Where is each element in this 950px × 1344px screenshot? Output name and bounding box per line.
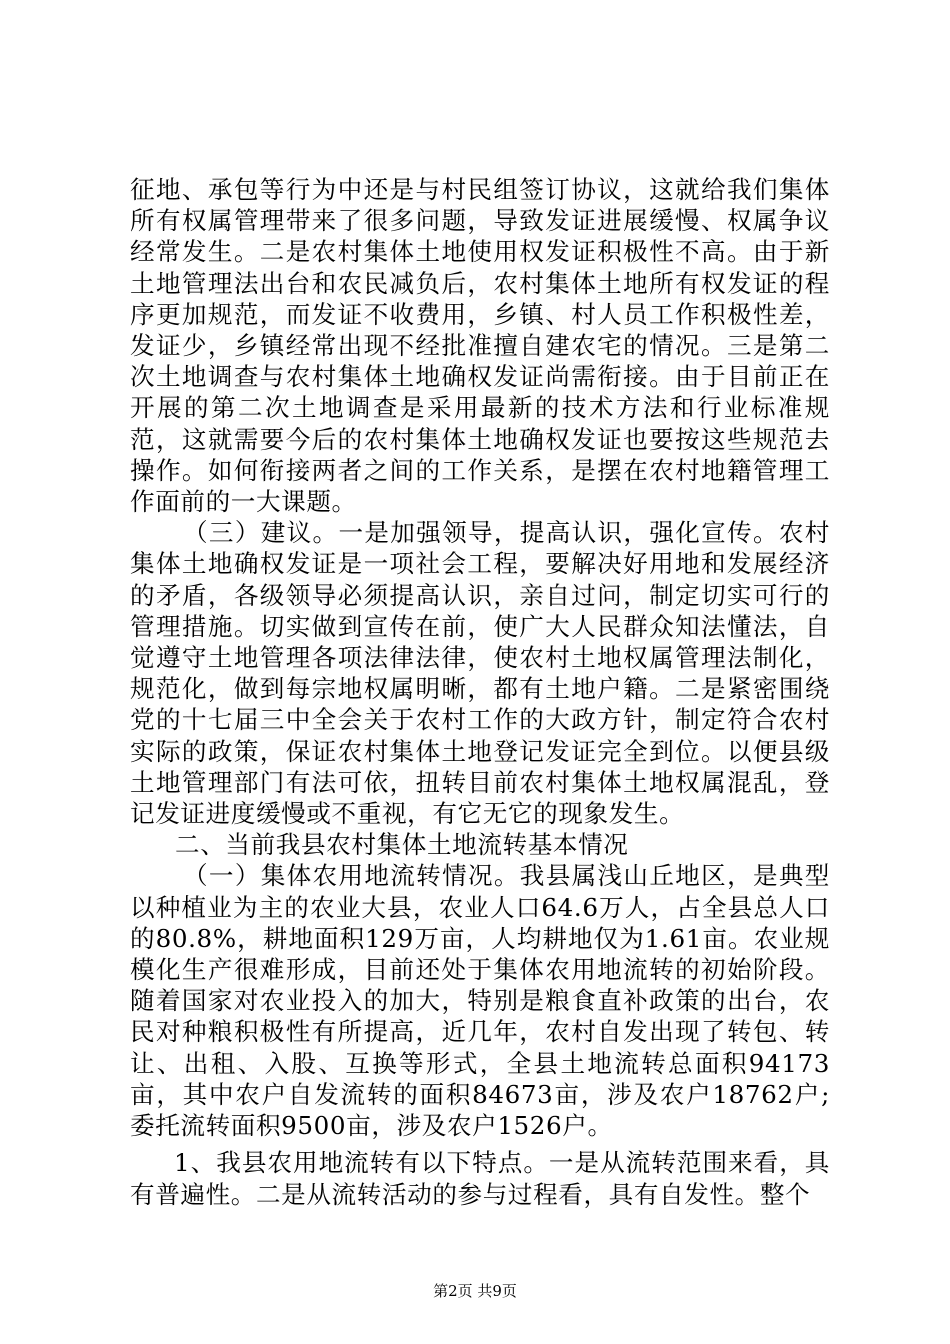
paragraph-continued: 征地、承包等行为中还是与村民组签订协议，这就给我们集体所有权属管理带来了很多问题，导致发证进展缓慢、权属争议经常发生。二是农村集体土地使用权发证积极性不高。由于新土地管理法出台和农民减负后，农村集体土地所有权发证的程序更加规范，而发证不收费用，乡镇、村人员工作积极性差，发证少，乡镇经常出现不经批准擅自建农宅的情况。三是第二次土地调查与农村集体土地确权发证尚需衔接。由于目前正在开展的第二次土地调查是采用最新的技术方法和行业标准规范，这就需要今后的农村集体土地确权发证也要按这些规范去操作。如何衔接两者之间的工作关系，是摆在农村地籍管理工作面前的一大课题。	[130, 175, 830, 517]
section-heading: 二、当前我县农村集体土地流转基本情况	[175, 830, 629, 860]
paragraph-farmland-transfer: （一）集体农用地流转情况。我县属浅山丘地区，是典型以种植业为主的农业大县，农业人口64.6万人，占全县总人口的80.8%，耕地面积129万亩，人均耕地仅为1.61亩。农业规模化生产很难形成，目前还处于集体农用地流转的初始阶段。随着国家对农业投入的加大，特别是粮食直补政策的出台，农民对种粮积极性有所提高，近几年，农村自发出现了转包、转让、出租、入股、互换等形式，全县土地流转总面积94173亩，其中农户自发流转的面积84673亩，涉及农户18762户;委托流转面积9500亩，涉及农户1526户。	[130, 861, 830, 1141]
paragraph-suggestions: （三）建议。一是加强领导，提高认识，强化宣传。农村集体土地确权发证是一项社会工程，要解决好用地和发展经济的矛盾，各级领导必须提高认识，亲自过问，制定切实可行的管理措施。切实做到宣传在前，使广大人民群众知法懂法，自觉遵守土地管理各项法律法律，使农村土地权属管理法制化，规范化，做到每宗地权属明晰，都有土地户籍。二是紧密围绕党的十七届三中全会关于农村工作的大政方针，制定符合农村实际的政策，保证农村集体土地登记发证完全到位。以便县级土地管理部门有法可依，扭转目前农村集体土地权属混乱，登记发证进度缓慢或不重视，有它无它的现象发生。	[130, 518, 830, 829]
page-number: 第2页 共9页	[433, 1282, 517, 1300]
document-body	[130, 174, 830, 1210]
paragraph-transfer-features: 1、我县农用地流转有以下特点。一是从流转范围来看，具有普遍性。二是从流转活动的参与过程看，具有自发性。整个	[130, 1148, 830, 1209]
page-footer	[0, 1282, 950, 1300]
